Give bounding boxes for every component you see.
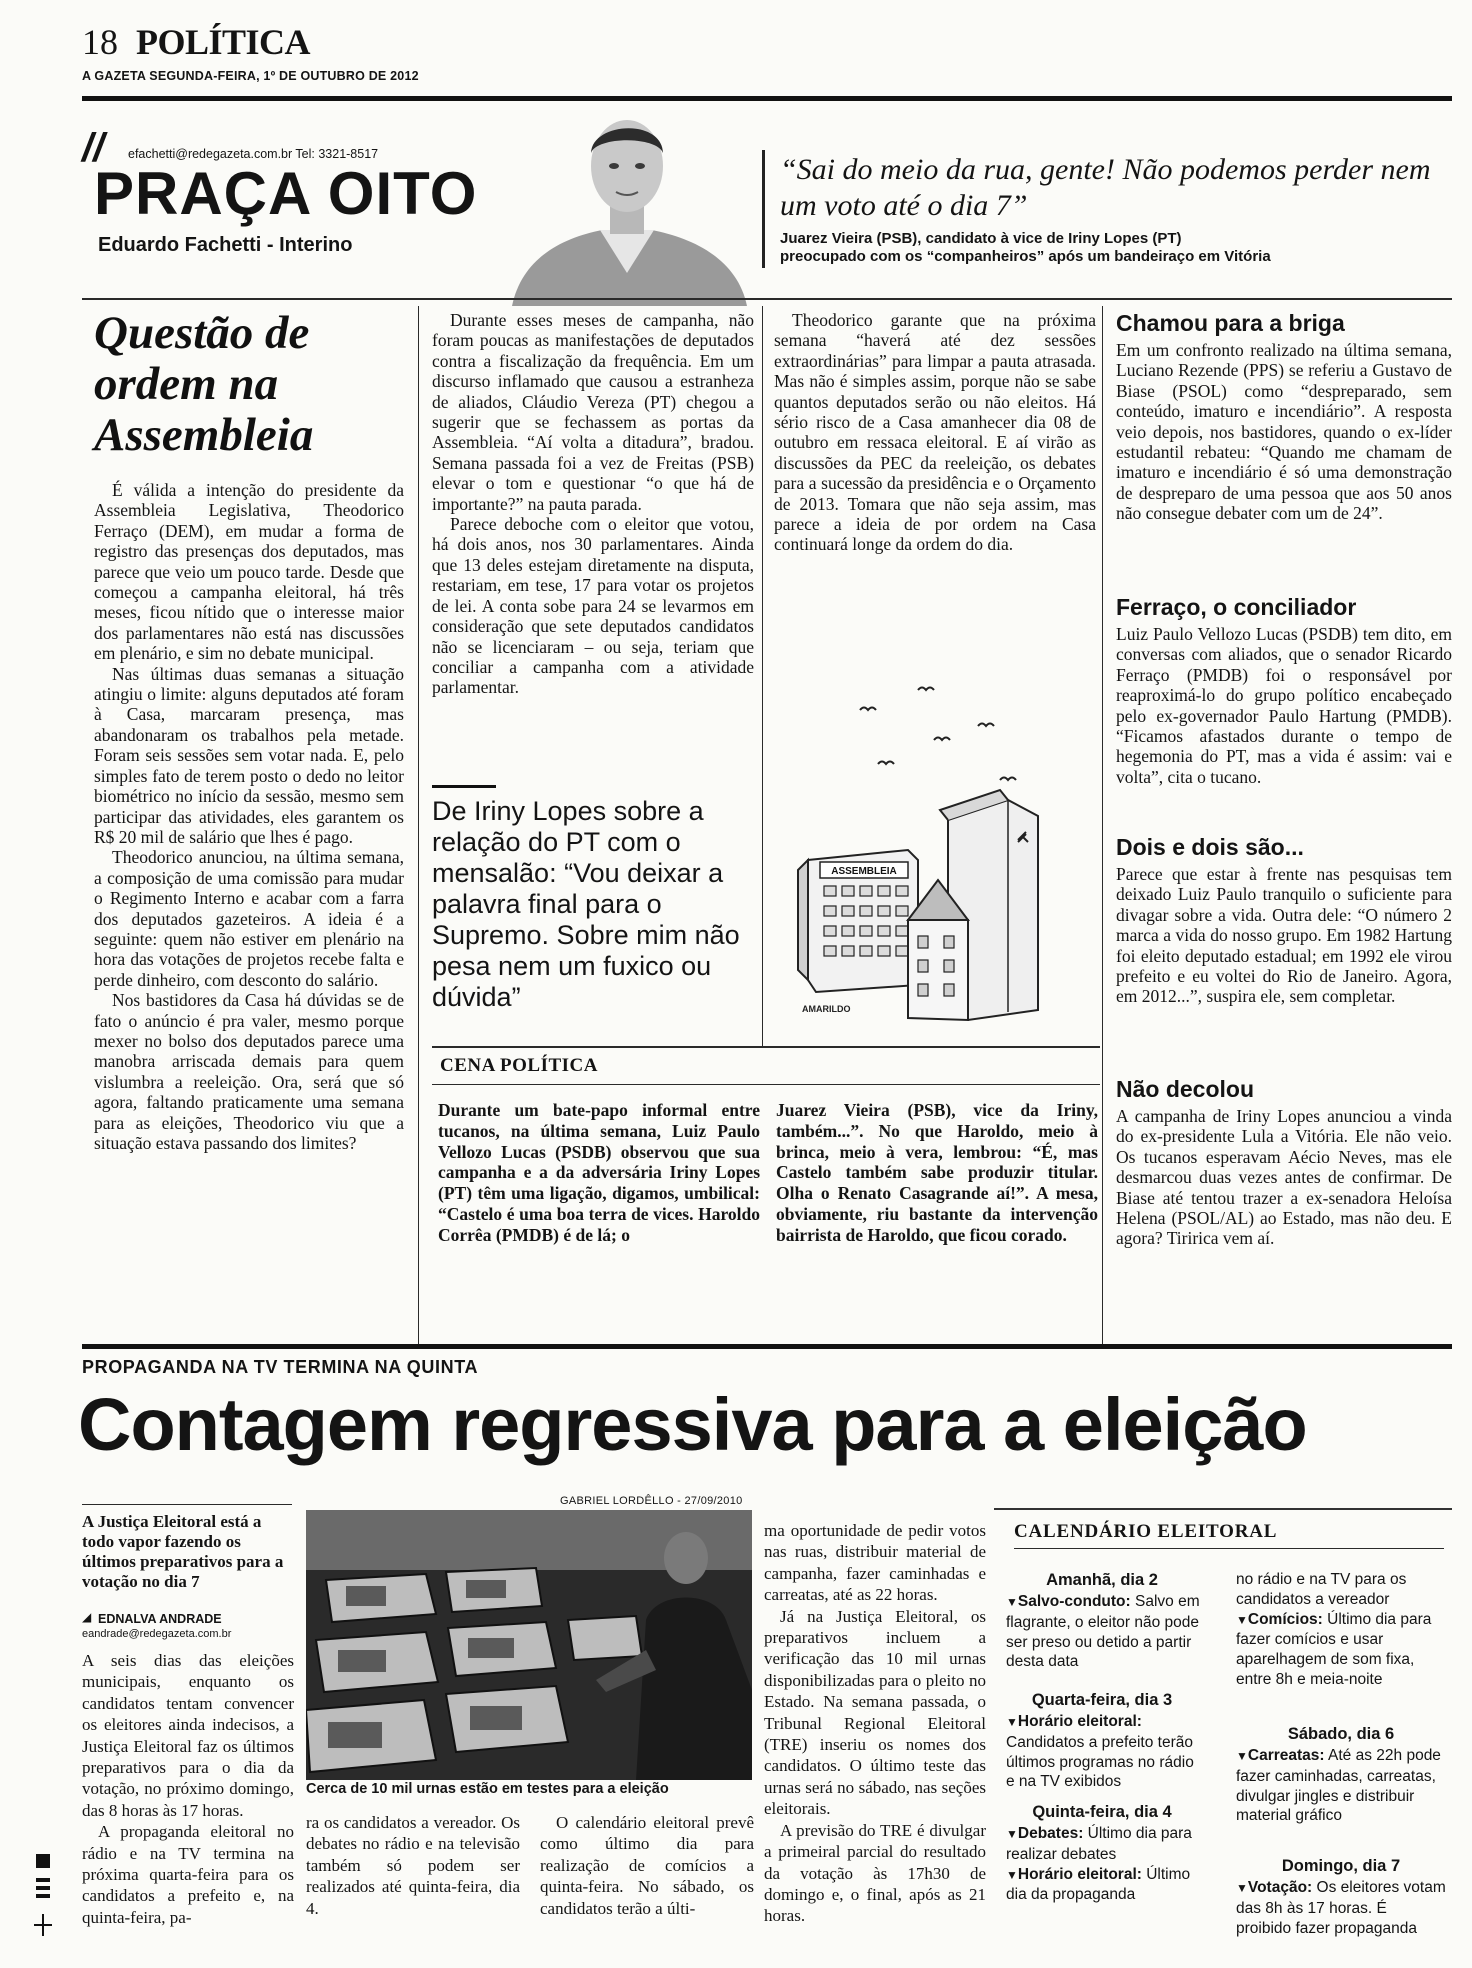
calendar-day: Amanhã, dia 2 xyxy=(1046,1571,1158,1589)
calendar-day: Quarta-feira, dia 3 xyxy=(1031,1691,1173,1709)
paragraph: ra os candidatos a vereador. Os debates no rádio e na televisão também só podem ser realizados até quinta-feira, dia 4. xyxy=(306,1813,520,1918)
triangle-down-icon: ▼ xyxy=(1006,1827,1018,1841)
cena-column-2: Juarez Vieira (PSB), vice da Iriny, também...”. No que Haroldo, meio à brinca, meio à vera, lembrou: “É, mas Castelo também sabe produzir titular. Olha o Renato Casagrande aí!”. A mesa, obviamente, riu bastante da intervenção bairrista de Haroldo, que ficou corado. xyxy=(776,1100,1098,1245)
photo-caption: Cerca de 10 mil urnas estão em testes para a eleição xyxy=(306,1781,669,1797)
main-story-column-3 xyxy=(774,310,1096,555)
column-header-rule xyxy=(82,298,1452,300)
calendar-entry xyxy=(1006,1592,1206,1672)
entry-text: Último dia para realizar debates xyxy=(1006,1825,1192,1863)
note-heading: Não decolou xyxy=(1116,1076,1255,1102)
story-column-1 xyxy=(82,1650,294,1928)
paragraph: Nos bastidores da Casa há dúvidas se de fato o anúncio é pra valer, mesmo porque mexer no bolso dos deputados parece uma manobra arriscada demais para quem vislumbra a reeleição. Ora, será que só agora, faltando praticamente uma semana para as eleições, Theodorico viu que a situação estava passando dos limites? xyxy=(94,990,404,1153)
cartoon-signature: AMARILDO xyxy=(802,1004,851,1014)
quote-attribution-line-1: Juarez Vieira (PSB), candidato à vice de Iriny Lopes (PT) xyxy=(780,230,1182,247)
note-text: Luiz Paulo Vellozo Lucas (PSDB) tem dito, em conversas com aliados, que o senador Ricardo Ferraço (PMDB) foi o responsável por reaproximá-lo do grupo político encabeçado pelo ex-governador Paulo Hartung (PMDB). “Ficamos afastados durante o tempo de hegemonia do PT, mas a vida é assim: vai e volta”, cita o tucano. xyxy=(1116,624,1452,787)
entry-label: Horário eleitoral: xyxy=(1017,1865,1142,1883)
columnist-portrait xyxy=(492,108,762,306)
calendar-entry xyxy=(1006,1712,1206,1792)
calendar-title: CALENDÁRIO ELEITORAL xyxy=(1014,1521,1278,1542)
paragraph: A propaganda eleitoral no rádio e na TV termina na próxima quarta-feira para os candidatos a prefeito e, na quinta-feira, pa- xyxy=(82,1822,294,1927)
note-heading: Dois e dois são... xyxy=(1116,834,1304,860)
cena-rule xyxy=(432,1046,1100,1048)
paragraph: A previsão do TRE é divulgar a primeiral parcial do resultado da votação às 17h30 de domingo e, o final, após as 21 horas. xyxy=(764,1820,986,1926)
byline-slash-icon: ◢ xyxy=(82,1610,92,1624)
paragraph: ma oportunidade de pedir votos nas ruas, distribuir material de campanha, fazer caminhadas e carreatas, até as 22 horas. xyxy=(764,1521,986,1605)
paragraph: É válida a intenção do presidente da Assembleia Legislativa, Theodorico Ferraço (DEM), em mudar a forma de registro das presenças dos deputados, mas parece que veio um pouco tarde. Desde que começou a campanha eleitoral, há três meses, ficou nítido que o interesse maior dos parlamentares não está nas discussões em plenário, e sim no debate municipal. xyxy=(94,480,404,664)
calendar-entry xyxy=(1236,1878,1446,1938)
note-heading: Chamou para a briga xyxy=(1116,310,1345,336)
calendar-entry xyxy=(1236,1746,1446,1826)
story-photo xyxy=(306,1510,752,1780)
entry-label: Salvo-conduto: xyxy=(1017,1593,1131,1610)
story-kicker: PROPAGANDA NA TV TERMINA NA QUINTA xyxy=(82,1357,479,1377)
byline-name: EDNALVA ANDRADE xyxy=(98,1612,222,1626)
registration-marks-icon xyxy=(34,1852,54,1952)
triangle-down-icon: ▼ xyxy=(1006,1595,1018,1609)
column-divider xyxy=(762,306,763,1046)
story-headline: Contagem regressiva para a eleição xyxy=(78,1383,1307,1466)
note-heading: Ferraço, o conciliador xyxy=(1116,594,1357,620)
entry-text: Candidatos a prefeito terão últimos programas no rádio e na TV exibidos xyxy=(1006,1733,1194,1791)
entry-label: Comícios: xyxy=(1247,1610,1323,1628)
dateline: A GAZETA SEGUNDA-FEIRA, 1º DE OUTUBRO DE 2012 xyxy=(82,69,419,83)
entry-text: no rádio e na TV para os candidatos a vereador xyxy=(1236,1571,1407,1608)
page-number: 18 xyxy=(82,22,118,62)
pull-quote: De Iriny Lopes sobre a relação do PT com o mensalão: “Vou deixar a palavra final para o Supremo. Sobre mim não pesa nem um fuxico ou dúvida” xyxy=(432,796,740,1012)
paragraph: Theodorico garante que na próxima semana “haverá até dez sessões extraordinárias” para limpar a pauta atrasada. Mas não é simples assim, porque não se sabe quantos deputados serão ou não eleitos. Há sério risco de a Casa amanhecer dia 08 de outubro em ressaca eleitoral. E aí virão as discussões da PEC da reeleição, os debates para a sucessão da presidência e o Orçamento de 2013. Tomara que não seja assim, mas parece a ideia de por ordem na Casa continuará longe da ordem do dia. xyxy=(774,310,1096,555)
paragraph: Theodorico anunciou, na última semana, a composição de uma comissão para mudar o Regimento Interno e acabar com a farra dos deputados gazeteiros. A ideia é a seguinte: quem não estiver em plenário na hora das votações de projetos recebe falta e perde dinheiro, com desconto do salário. xyxy=(94,847,404,990)
calendar-entry xyxy=(1006,1824,1206,1905)
calendar-day: Sábado, dia 6 xyxy=(1287,1725,1395,1743)
entry-text: Os eleitores votam das 8h às 17 horas. É proibido fazer propaganda xyxy=(1236,1879,1446,1937)
entry-text: Último dia para fazer comícios e usar aparelhagem de som fixa, entre 8h e meia-noite xyxy=(1236,1610,1432,1688)
triangle-down-icon: ▼ xyxy=(1006,1715,1018,1729)
note-text: Em um confronto realizado na última semana, Luciano Rezende (PPS) se referiu a Gustavo de Biase (PSOL) como “despreparado, sem conteúdo, imaturo e incendiário”. A resposta veio depois, nos bastidores, quando o ex-líder estudantil rebateu: “Quando me chamam de imaturo e incendiário é só uma demonstração de despreparo de uma pessoa que aos 50 anos não consegue debater com um de 24”. xyxy=(1116,340,1452,524)
column-divider xyxy=(418,306,419,1346)
main-story-column-1 xyxy=(94,480,404,1153)
entry-text: Até as 22h pode fazer caminhadas, carreatas, divulgar jingles e distribuir material gráfico xyxy=(1236,1747,1441,1825)
story-column-4 xyxy=(764,1520,986,1927)
triangle-down-icon: ▼ xyxy=(1006,1867,1018,1882)
calendar-day: Quinta-feira, dia 4 xyxy=(1032,1803,1172,1821)
section-rule xyxy=(82,1344,1452,1349)
main-story-column-2 xyxy=(432,310,754,698)
story-column-2 xyxy=(306,1812,520,1919)
triangle-down-icon: ▼ xyxy=(1236,1612,1248,1627)
cena-rule xyxy=(432,1084,1100,1085)
paragraph: Parece deboche com o eleitor que votou, há dois anos, nos 30 parlamentares. Ainda que 13 deles estejam diretamente na disputa, restariam, em tese, 17 para votar os projetos de lei. A conta sobe para 24 se levarmos em consideração que sete deputados candidatos não se licenciaram – ou seja, teriam que conciliar a campanha com a atividade parlamentar. xyxy=(432,514,754,698)
note-text: Parece que estar à frente nas pesquisas tem deixado Luiz Paulo tranquilo o suficiente para divagar sobre a vida. Outra dele: “O número 2 marca a vida do nosso grupo. Em 1982 Hartung foi eleito deputado estadual; em 1992 ele virou prefeito e eu voltei do Rio de Janeiro. Agora, em 2012...”, suspira ele, sem completar. xyxy=(1116,864,1452,1007)
triangle-down-icon: ▼ xyxy=(1236,1881,1248,1895)
paragraph: Nas últimas duas semanas a situação atingiu o limite: alguns deputados até foram à Casa, marcaram presença, mas abandonaram os trabalhos pela metade. Foram seis sessões sem votar nada. E, pelo simples fato de terem posto o dedo no leitor biométrico no início da sessão, mesmo sem participar das atividades, eles garantem os R$ 20 mil de salário que lhes é pago. xyxy=(94,663,404,847)
triangle-down-icon: ▼ xyxy=(1236,1749,1248,1763)
quote-bar xyxy=(762,150,765,268)
column-title: PRAÇA OITO xyxy=(94,160,478,227)
paragraph: A seis dias das eleições municipais, enquanto os candidatos tentam convencer os eleitores ainda indecisos, a Justiça Eleitoral faz os últimos preparativos para o dia da votação, no próximo domingo, das 8 horas às 17 horas. xyxy=(82,1651,294,1820)
column-quote: “Sai do meio da rua, gente! Não podemos perder nem um voto até o dia 7” xyxy=(780,153,1431,222)
cartoon-building-label: ASSEMBLEIA xyxy=(831,866,897,877)
entry-label: Carreatas: xyxy=(1247,1747,1325,1764)
entry-label: Debates: xyxy=(1017,1825,1084,1842)
main-headline: Questão de ordem na Assembleia xyxy=(94,307,314,461)
cena-politica-label: CENA POLÍTICA xyxy=(440,1055,598,1076)
pull-quote-rule xyxy=(432,785,496,788)
column-contact: efachetti@redegazeta.com.br Tel: 3321-8517 xyxy=(128,147,379,161)
quote-attribution xyxy=(780,230,1440,266)
calendar-day: Domingo, dia 7 xyxy=(1281,1857,1401,1875)
dek-rule xyxy=(82,1504,292,1505)
column-divider xyxy=(1102,306,1103,1346)
byline-email: eandrade@redegazeta.com.br xyxy=(82,1628,232,1640)
paragraph: Durante esses meses de campanha, não foram poucas as manifestações de deputados contra a fiscalização da frequência. Em um discurso inflamado que causou a estranheza de aliados, Cláudio Vereza (PT) chegou a sugerir que se fechassem as portas da Assembleia. “Aí volta a ditadura”, bradou. Semana passada foi a vez de Freitas (PSB) elevar o tom e questionar “o que há de importante?” na pauta parada. xyxy=(432,310,754,514)
cena-column-1: Durante um bate-papo informal entre tucanos, na última semana, Luiz Paulo Vellozo Lucas (PSDB) observou que sua campanha e a da adversária Iriny Lopes (PT) têm uma ligação, digamos, umbilical: “Castelo é uma boa terra de vices. Haroldo Corrêa (PMDB) é de lá; o xyxy=(438,1100,760,1245)
column-author: Eduardo Fachetti - Interino xyxy=(98,234,353,256)
story-column-3 xyxy=(540,1812,754,1919)
section-title: POLÍTICA xyxy=(136,22,311,62)
entry-text: Salvo em flagrante, o eleitor não pode ser preso ou detido a partir desta data xyxy=(1006,1593,1200,1671)
entry-label: Votação: xyxy=(1247,1879,1313,1896)
editorial-cartoon xyxy=(768,640,1100,1044)
quote-attribution-line-2: preocupado com os “companheiros” após um bandeiraço em Vitória xyxy=(780,248,1271,265)
paragraph: Já na Justiça Eleitoral, os preparativos incluem a verificação das 10 mil urnas disponibilizadas para o pleito no Estado. Na semana passada, o Tribunal Regional Eleitoral (TRE) inseriu os nomes dos candidatos. O último teste das urnas será no sábado, nas seções eleitorais. xyxy=(764,1606,986,1819)
note-text: A campanha de Iriny Lopes anunciou a vinda do ex-presidente Lula a Vitória. Ele não veio. Os tucanos esperavam Aécio Neves, mas ele desmarcou duas vezes antes de confirmar. De Biase até tentou trazer a ex-senadora Heloísa Helena (PSOL/AL) ao Estado, mas não deu. E agora? Tiririca vem aí. xyxy=(1116,1106,1452,1249)
story-dek: A Justiça Eleitoral está a todo vapor fazendo os últimos preparativos para a votação no dia 7 xyxy=(82,1512,284,1591)
entry-label: Horário eleitoral: xyxy=(1017,1713,1142,1730)
paragraph: O calendário eleitoral prevê como último dia para realização de comícios a quinta-feira. No sábado, os candidatos terão a últi- xyxy=(540,1813,754,1918)
column-slashes-icon: // xyxy=(82,126,105,170)
header-rule xyxy=(82,96,1452,101)
entry-text: Último dia da propaganda xyxy=(1006,1865,1191,1904)
calendar-entry xyxy=(1236,1570,1446,1690)
photo-credit: GABRIEL LORDÊLLO - 27/09/2010 xyxy=(560,1495,743,1507)
calendar-rule xyxy=(1014,1548,1444,1549)
